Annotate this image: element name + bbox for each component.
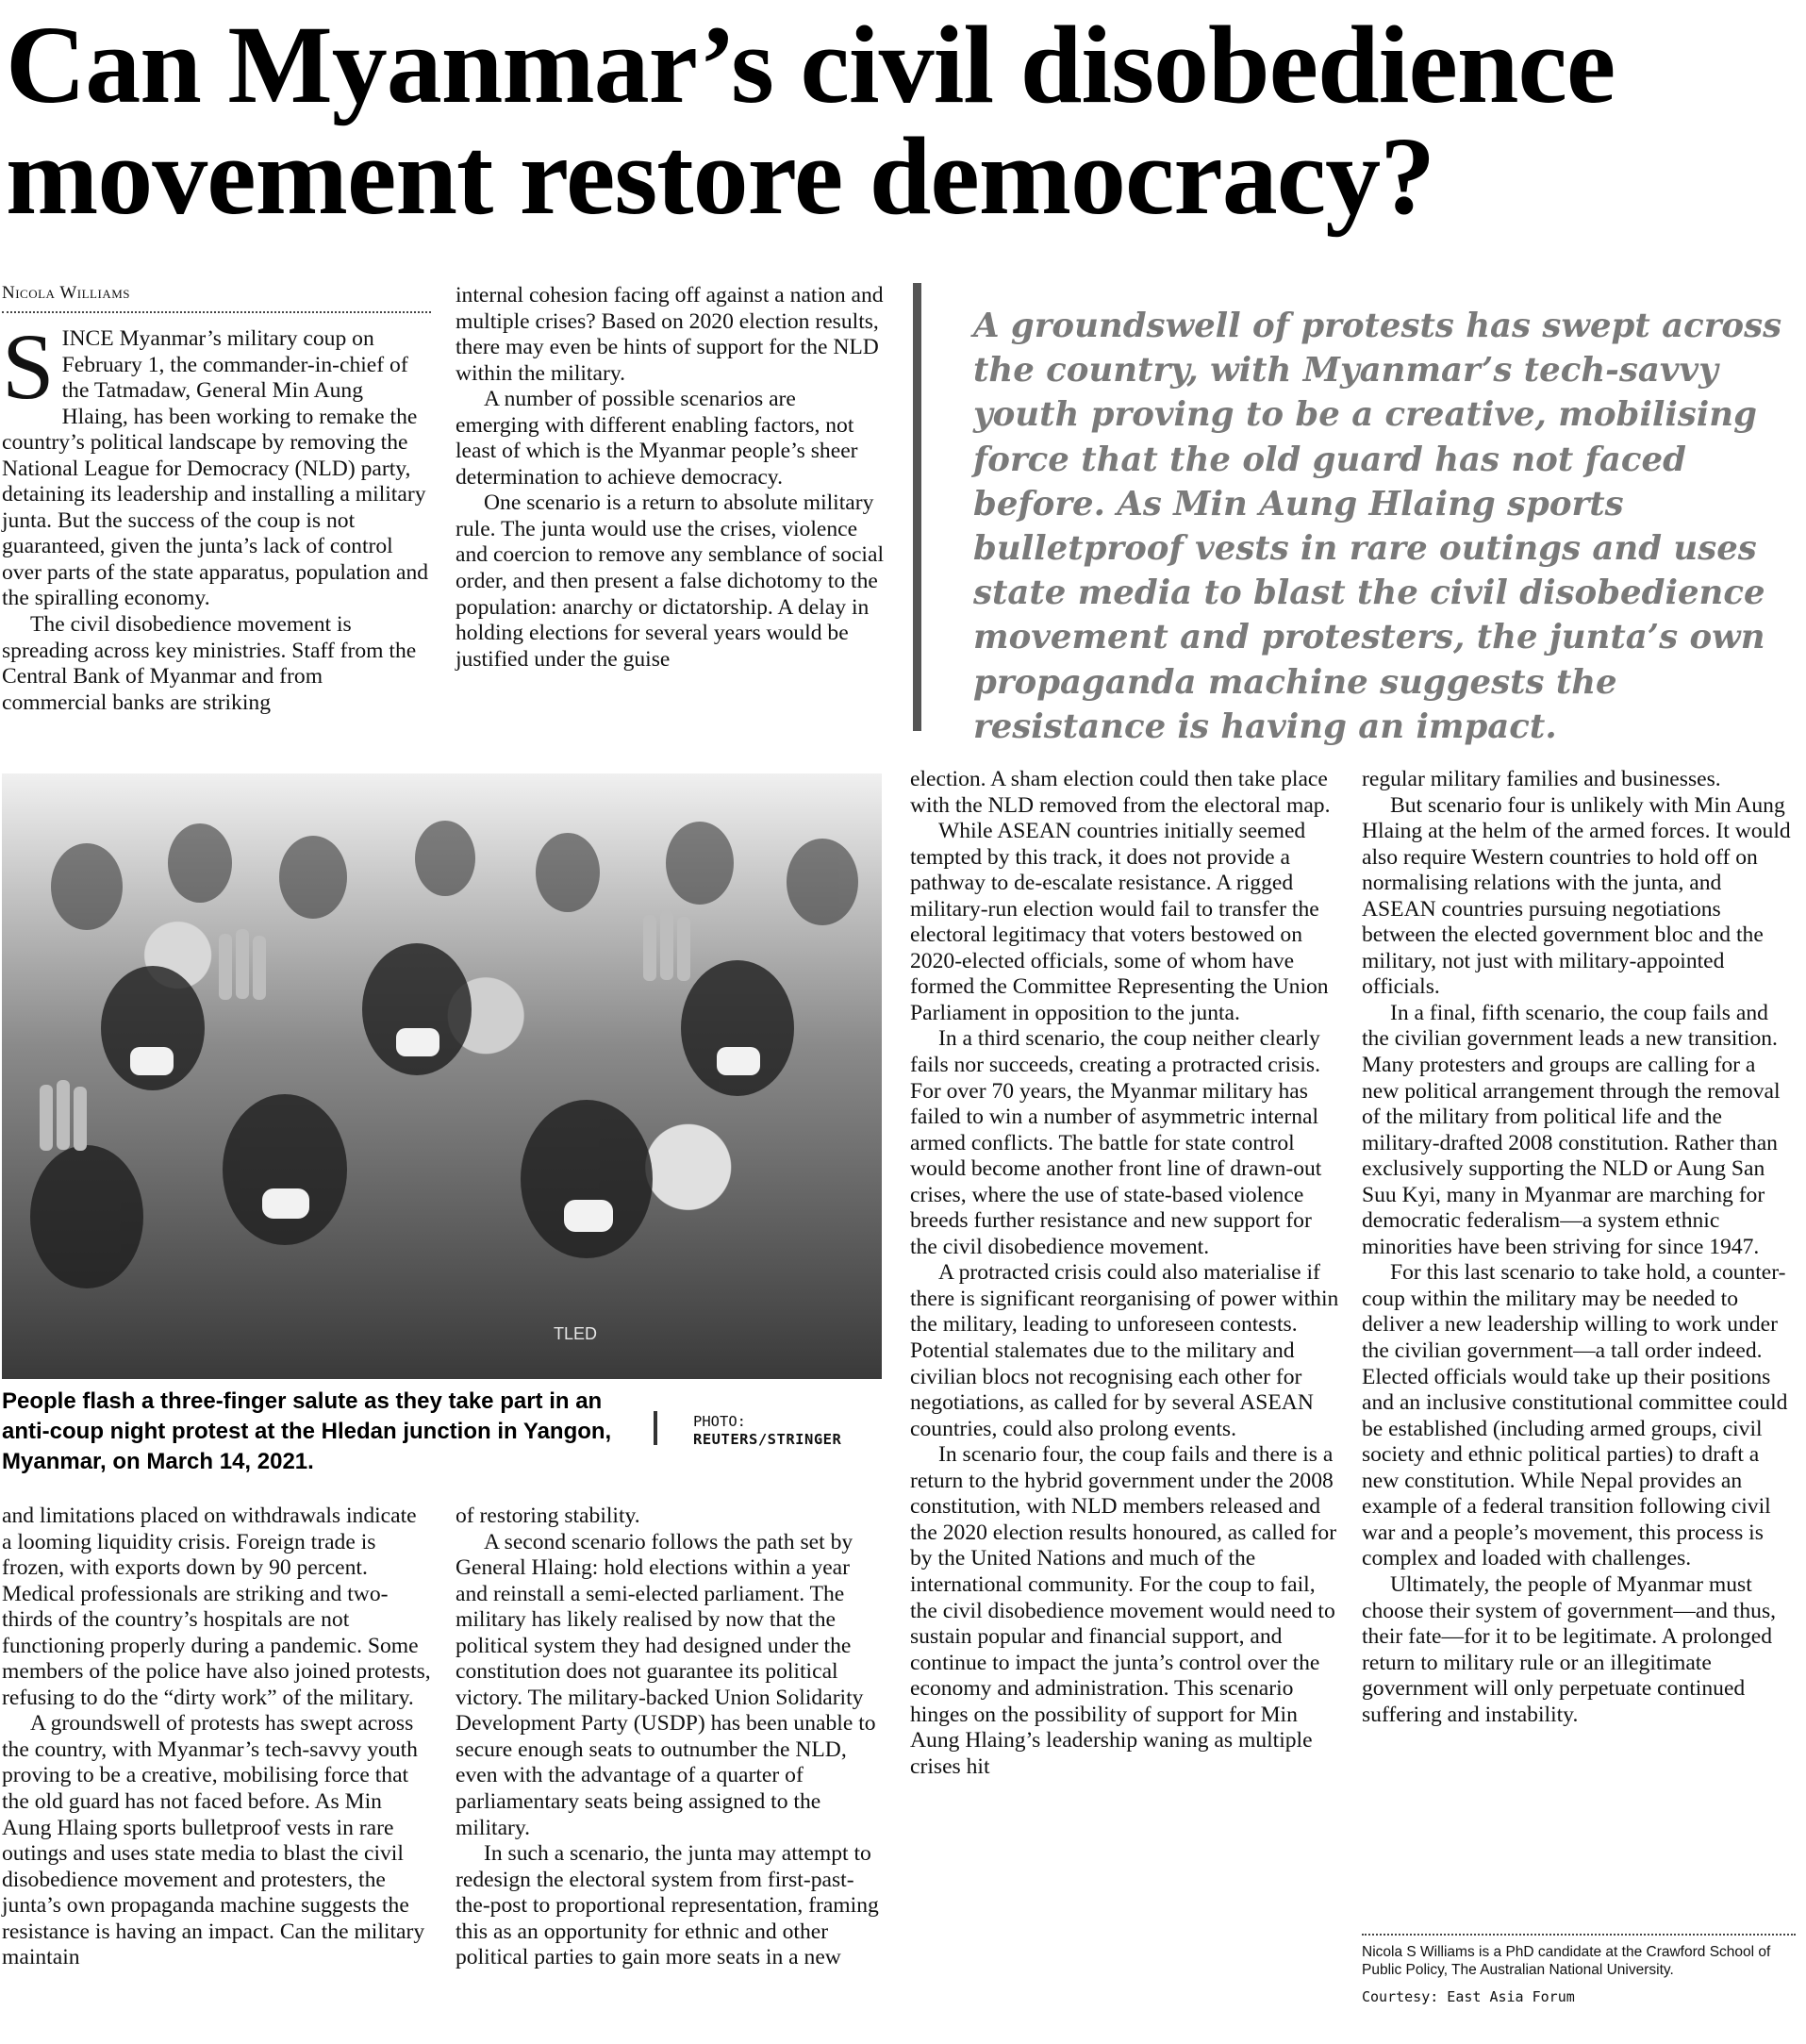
photo-caption: People flash a three-finger salute as they take part in an anti-coup night protest at the Hledan junction in Yangon, Myanmar, on March 14, 2021. <box>2 1388 612 1474</box>
paragraph: In a third scenario, the coup neither clearly fails nor succeeds, creating a protracted crisis. For over 70 years, the Myanmar military has failed to win a number of asymmetric internal armed conflicts. The battle for state control would become another front line of drawn-out crises, where the use of state-based violence breeds further resistance and new support for the civil disobedience movement. <box>910 1026 1322 1259</box>
paragraph: In scenario four, the coup fails and there is a return to the hybrid government under the 2008 constitution, with NLD members released and the 2020 election results honoured, as called for by the United Nations and much of the international community. For the coup to fail, the civil disobedience movement would need to sustain popular and financial support, and continue to impact the junta’s control over the economy and administration. This scenario hinges on the possibility of support for Min Aung Hlaing’s leadership waning as multiple crises hit <box>910 1442 1337 1779</box>
column-3 <box>910 767 1339 1780</box>
headline-line-2: movement restore democracy? <box>6 114 1435 238</box>
paragraph: For this last scenario to take hold, a counter-coup within the military may be needed to deliver a new leadership willing to work under the civilian government—a tall order indeed. Elected officials would take up their positions and an inclusive constitutional committee could be established (including armed groups, civil society and ethnic political parties) to draft a new constitution. While Nepal provides an example of a federal transition following civil war and a people’s movement, this process is complex and loaded with challenges. <box>1362 1260 1788 1571</box>
drop-cap: S <box>2 314 55 419</box>
paragraph: One scenario is a return to absolute military rule. The junta would use the crises, violence and coercion to remove any semblance of social order, and then present a false dichotomy to the population: anarchy or dictatorship. A delay in holding elections for several years would be justified under the guise <box>456 490 884 672</box>
column-1-top <box>2 314 431 716</box>
paragraph: A protracted crisis could also materialise if there is significant reorganising of power within the military, leading to unforeseen contests. Potential stalemates due to the military and civilian blocs not recognising each other for negotiations, as called for by several ASEAN countries, could also prolong events. <box>910 1260 1339 1441</box>
paragraph: A second scenario follows the path set by General Hlaing: hold elections within a year and reinstall a semi-elected parliament. The military has likely realised by now that the political system they had designed under the constitution does not guarantee its political victory. The military-backed Union Solidarity Development Party (USDP) has been unable to secure enough seats to outnumber the NLD, even with the advantage of a quarter of parliamentary seats being assigned to the military. <box>456 1529 876 1840</box>
paragraph: of restoring stability. <box>456 1504 640 1528</box>
courtesy-line: Courtesy: East Asia Forum <box>1362 1988 1575 2005</box>
paragraph: A number of possible scenarios are emerging with different enabling factors, not least of which is the Myanmar people’s sheer determination to achieve democracy. <box>456 387 858 490</box>
column-1-bottom <box>2 1504 431 1971</box>
credit-divider <box>654 1411 657 1445</box>
author-bio <box>1362 1934 1796 2006</box>
protest-photo <box>2 773 882 1379</box>
column-4 <box>1362 767 1796 1728</box>
photo-credit-source: REUTERS/STRINGER <box>693 1431 842 1448</box>
photo-credit-label: PHOTO: <box>693 1413 746 1430</box>
paragraph: In such a scenario, the junta may attempt to redesign the electoral system from first-past-the-post to proportional representation, framing this as an opportunity for ethnic and other political parties to gain more seats in a new <box>456 1841 879 1970</box>
headline-line-1: Can Myanmar’s civil disobedience <box>6 3 1615 126</box>
paragraph <box>2 314 431 612</box>
paragraph: In a final, fifth scenario, the coup fails and the civilian government leads a new transition. Many protesters and groups are calling for a new political arrangement through the removal of the military from political life and the military-drafted 2008 constitution. Rather than exclusively supporting the NLD or Aung San Suu Kyi, many in Myanmar are marching for democratic federalism—a system ethnic minorities have been striving for since 1947. <box>1362 1000 1781 1259</box>
paragraph: A groundswell of protests has swept across the country, with Myanmar’s tech-savvy youth proving to be a creative, mobilising force that the old guard has not faced before. As Min Aung Hlaing sports bulletproof vests in rare outings and uses state media to blast the civil disobedience movement and protesters, the junta’s own propaganda machine suggests the resistance is having an impact. Can the military maintain <box>2 1711 425 1970</box>
paragraph: Ultimately, the people of Myanmar must choose their system of government—and thus, their fate—for it to be legitimate. A prolonged return to military rule or an illegitimate government will only perpetuate continued suffering and instability. <box>1362 1571 1777 1727</box>
paragraph: and limitations placed on withdrawals indicate a looming liquidity crisis. Foreign trade is frozen, with exports down by 90 percent. Medical professionals are striking and two-thirds of the country’s hospitals are not functioning properly during a pandemic. Some members of the police have also joined protests, refusing to do the “dirty work” of the military. <box>2 1504 431 1710</box>
paragraph: The civil disobedience movement is spreading across key ministries. Staff from the Central Bank of Myanmar and from commercial banks are striking <box>2 612 417 715</box>
photo-credit <box>693 1413 891 1449</box>
column-2-top <box>456 283 885 673</box>
paragraph: But scenario four is unlikely with Min Aung Hlaing at the helm of the armed forces. It would also require Western countries to hold off on normalising relations with the junta, and ASEAN countries pursuing negotiations between the elected government bloc and the military, not just with military-appointed officials. <box>1362 792 1791 1000</box>
author-bio-text: Nicola S Williams is a PhD candidate at the Crawford School of Public Policy, The Australian National University. <box>1362 1944 1771 1978</box>
paragraph: election. A sham election could then take place with the NLD removed from the electoral map. <box>910 767 1331 818</box>
shirt-lettering: TLED <box>554 1324 598 1343</box>
paragraph: regular military families and businesses. <box>1362 767 1721 791</box>
byline: Nicola Williams <box>2 283 431 313</box>
pull-quote: A groundswell of protests has swept across the country, with Myanmar’s tech-savvy youth proving to be a creative, mobilising force that the old guard has not faced before. As Min Aung Hlaing sports bulletproof vests in rare outings and uses state media to blast the civil disobedience movement and protesters, the junta’s own propaganda machine suggests the resistance is having an impact. <box>913 283 1799 731</box>
column-2-bottom <box>456 1504 885 1971</box>
paragraph: While ASEAN countries initially seemed tempted by this track, it does not provide a pathway to de-escalate resistance. A rigged military-run election would fail to transfer the electoral legitimacy that voters bestowed on 2020-elected officials, some of whom have formed the Committee Representing the Union Parliament in opposition to the junta. <box>910 819 1329 1025</box>
paragraph: internal cohesion facing off against a nation and multiple crises? Based on 2020 election results, there may even be hints of support for the NLD within the military. <box>456 283 884 386</box>
photo-illustration <box>2 773 882 1379</box>
paragraph-text: INCE Myanmar’s military coup on February 1, the commander-in-chief of the Tatmadaw, General Min Aung Hlaing, has been working to remake the country’s political landscape by removing the National League for Democracy (NLD) party, detaining its leadership and installing a military junta. But the success of the coup is not guaranteed, given the junta’s lack of control over parts of the state apparatus, population and the spiralling economy. <box>2 326 429 611</box>
headline <box>6 3 1802 238</box>
